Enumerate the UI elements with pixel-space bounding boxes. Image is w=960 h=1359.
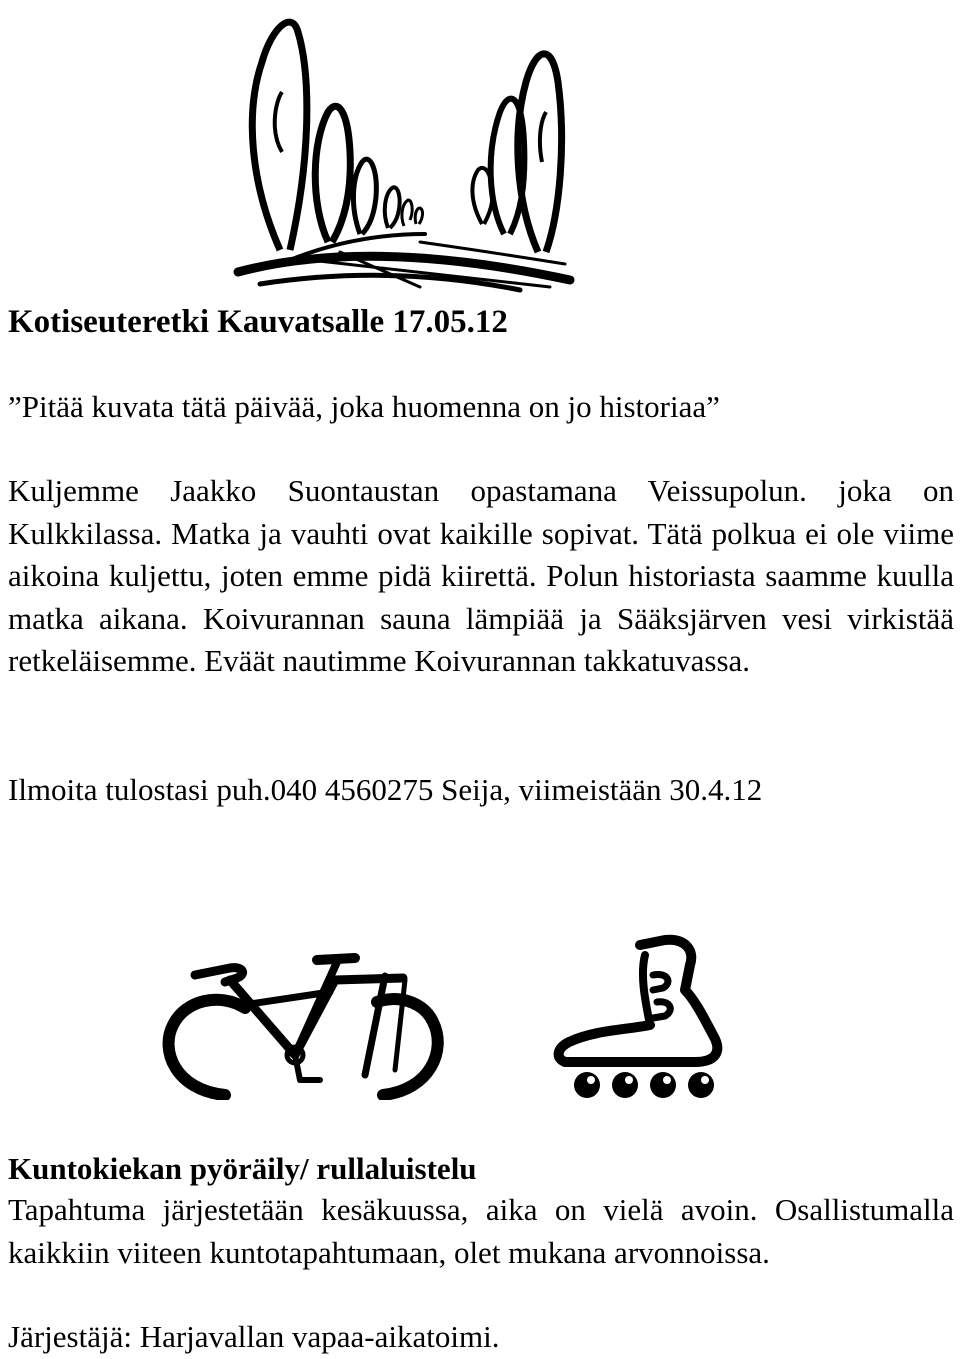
event-description: Tapahtuma järjestetään kesäkuussa, aika on vielä avoin. Osallistumalla kaikkiin viiteen kuntotapahtumaan, olet mukana arvonnoissa. bbox=[8, 1192, 954, 1270]
quote: ”Pitää kuvata tätä päivää, joka huomenna on jo historiaa” bbox=[8, 389, 720, 424]
tree-alley-icon bbox=[220, 2, 580, 294]
organizer: Järjestäjä: Harjavallan vapaa-aikatoimi. bbox=[8, 1319, 500, 1354]
page-title: Kotiseuteretki Kauvatsalle 17.05.12 bbox=[8, 304, 508, 340]
section-heading: Kuntokiekan pyöräily/ rullaluistelu bbox=[8, 1151, 477, 1186]
bicycle-icon bbox=[155, 930, 455, 1100]
registration-info: Ilmoita tulostasi puh.040 4560275 Seija, viimeistään 30.4.12 bbox=[8, 772, 763, 807]
inline-skate-icon bbox=[545, 930, 745, 1105]
excursion-description: Kuljemme Jaakko Suontaustan opastamana Veissupolun. joka on Kulkkilassa. Matka ja vauhti ovat kaikille sopivat. Tätä polkua ei ole viime aikoina kuljettu, joten emme pidä kiirettä. Polun historiasta saamme kuulla matka aikana. Koivurannan sauna lämpiää ja Sääksjärven vesi virkistää retkeläisemme. Eväät nautimme Koivurannan takkatuvassa. bbox=[8, 473, 954, 678]
